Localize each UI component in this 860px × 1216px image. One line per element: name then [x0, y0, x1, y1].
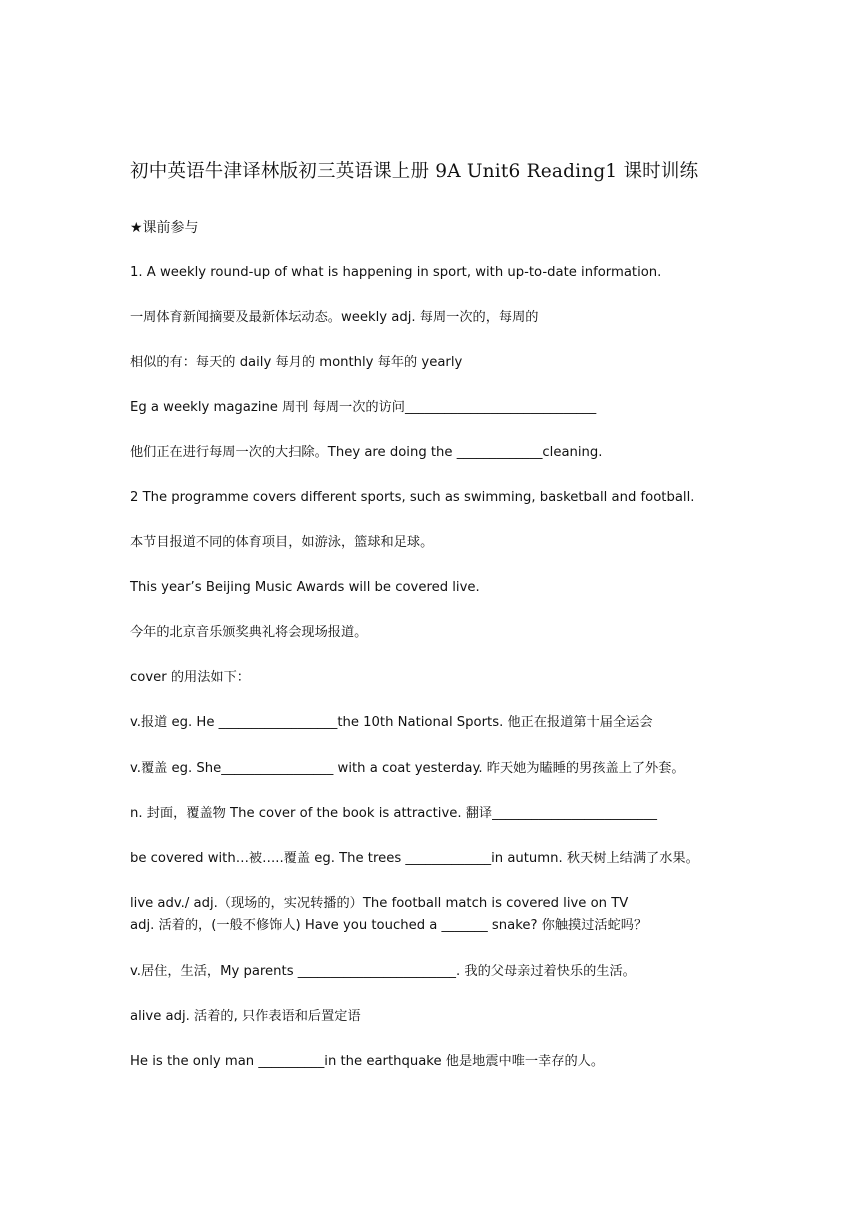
text-line-14: be covered with…被…..覆盖 eg. The trees _____________in autumn. 秋天树上结满了水果。: [130, 851, 699, 866]
text-line-2: 一周体育新闻摘要及最新体坛动态。weekly adj. 每周一次的，每周的: [130, 310, 539, 325]
text-line-9: 今年的北京音乐颁奖典礼将会现场报道。: [130, 625, 368, 640]
section-heading: ★课前参与: [130, 220, 199, 236]
text-line-5: 他们正在进行每周一次的大扫除。They are doing the _____________cleaning.: [130, 445, 603, 460]
text-line-15: live adv./ adj.（现场的，实况转播的）The football match is covered live on TV: [130, 896, 629, 911]
text-line-18: alive adj. 活着的, 只作表语和后置定语: [130, 1009, 361, 1024]
text-line-8: This year’s Beijing Music Awards will be covered live.: [130, 580, 480, 595]
text-line-19: He is the only man __________in the earthquake 他是地震中唯一幸存的人。: [130, 1054, 605, 1069]
text-line-11: v.报道 eg. He __________________the 10th National Sports. 他正在报道第十届全运会: [130, 715, 653, 730]
text-line-13: n. 封面，覆盖物 The cover of the book is attractive. 翻译_________________________: [130, 806, 657, 821]
text-line-3: 相似的有：每天的 daily 每月的 monthly 每年的 yearly: [130, 355, 463, 370]
text-line-7: 本节目报道不同的体育项目，如游泳，篮球和足球。: [130, 535, 434, 550]
text-line-1: 1. A weekly round-up of what is happening in sport, with up-to-date information.: [130, 265, 662, 280]
text-line-4: Eg a weekly magazine 周刊 每周一次的访问_____________________________: [130, 400, 597, 415]
text-line-12: v.覆盖 eg. She_________________ with a coat yesterday. 昨天她为瞌睡的男孩盖上了外套。: [130, 761, 685, 776]
text-line-10: cover 的用法如下：: [130, 670, 250, 685]
document-title: 初中英语牛津译林版初三英语课上册 9A Unit6 Reading1 课时训练: [130, 161, 699, 182]
text-line-6: 2 The programme covers different sports, such as swimming, basketball and football.: [130, 490, 695, 505]
text-line-17: v.居住，生活，My parents ________________________. 我的父母亲过着快乐的生活。: [130, 964, 636, 979]
text-line-16: adj. 活着的，(一般不修饰人) Have you touched a _______ snake? 你触摸过活蛇吗？: [130, 918, 648, 933]
